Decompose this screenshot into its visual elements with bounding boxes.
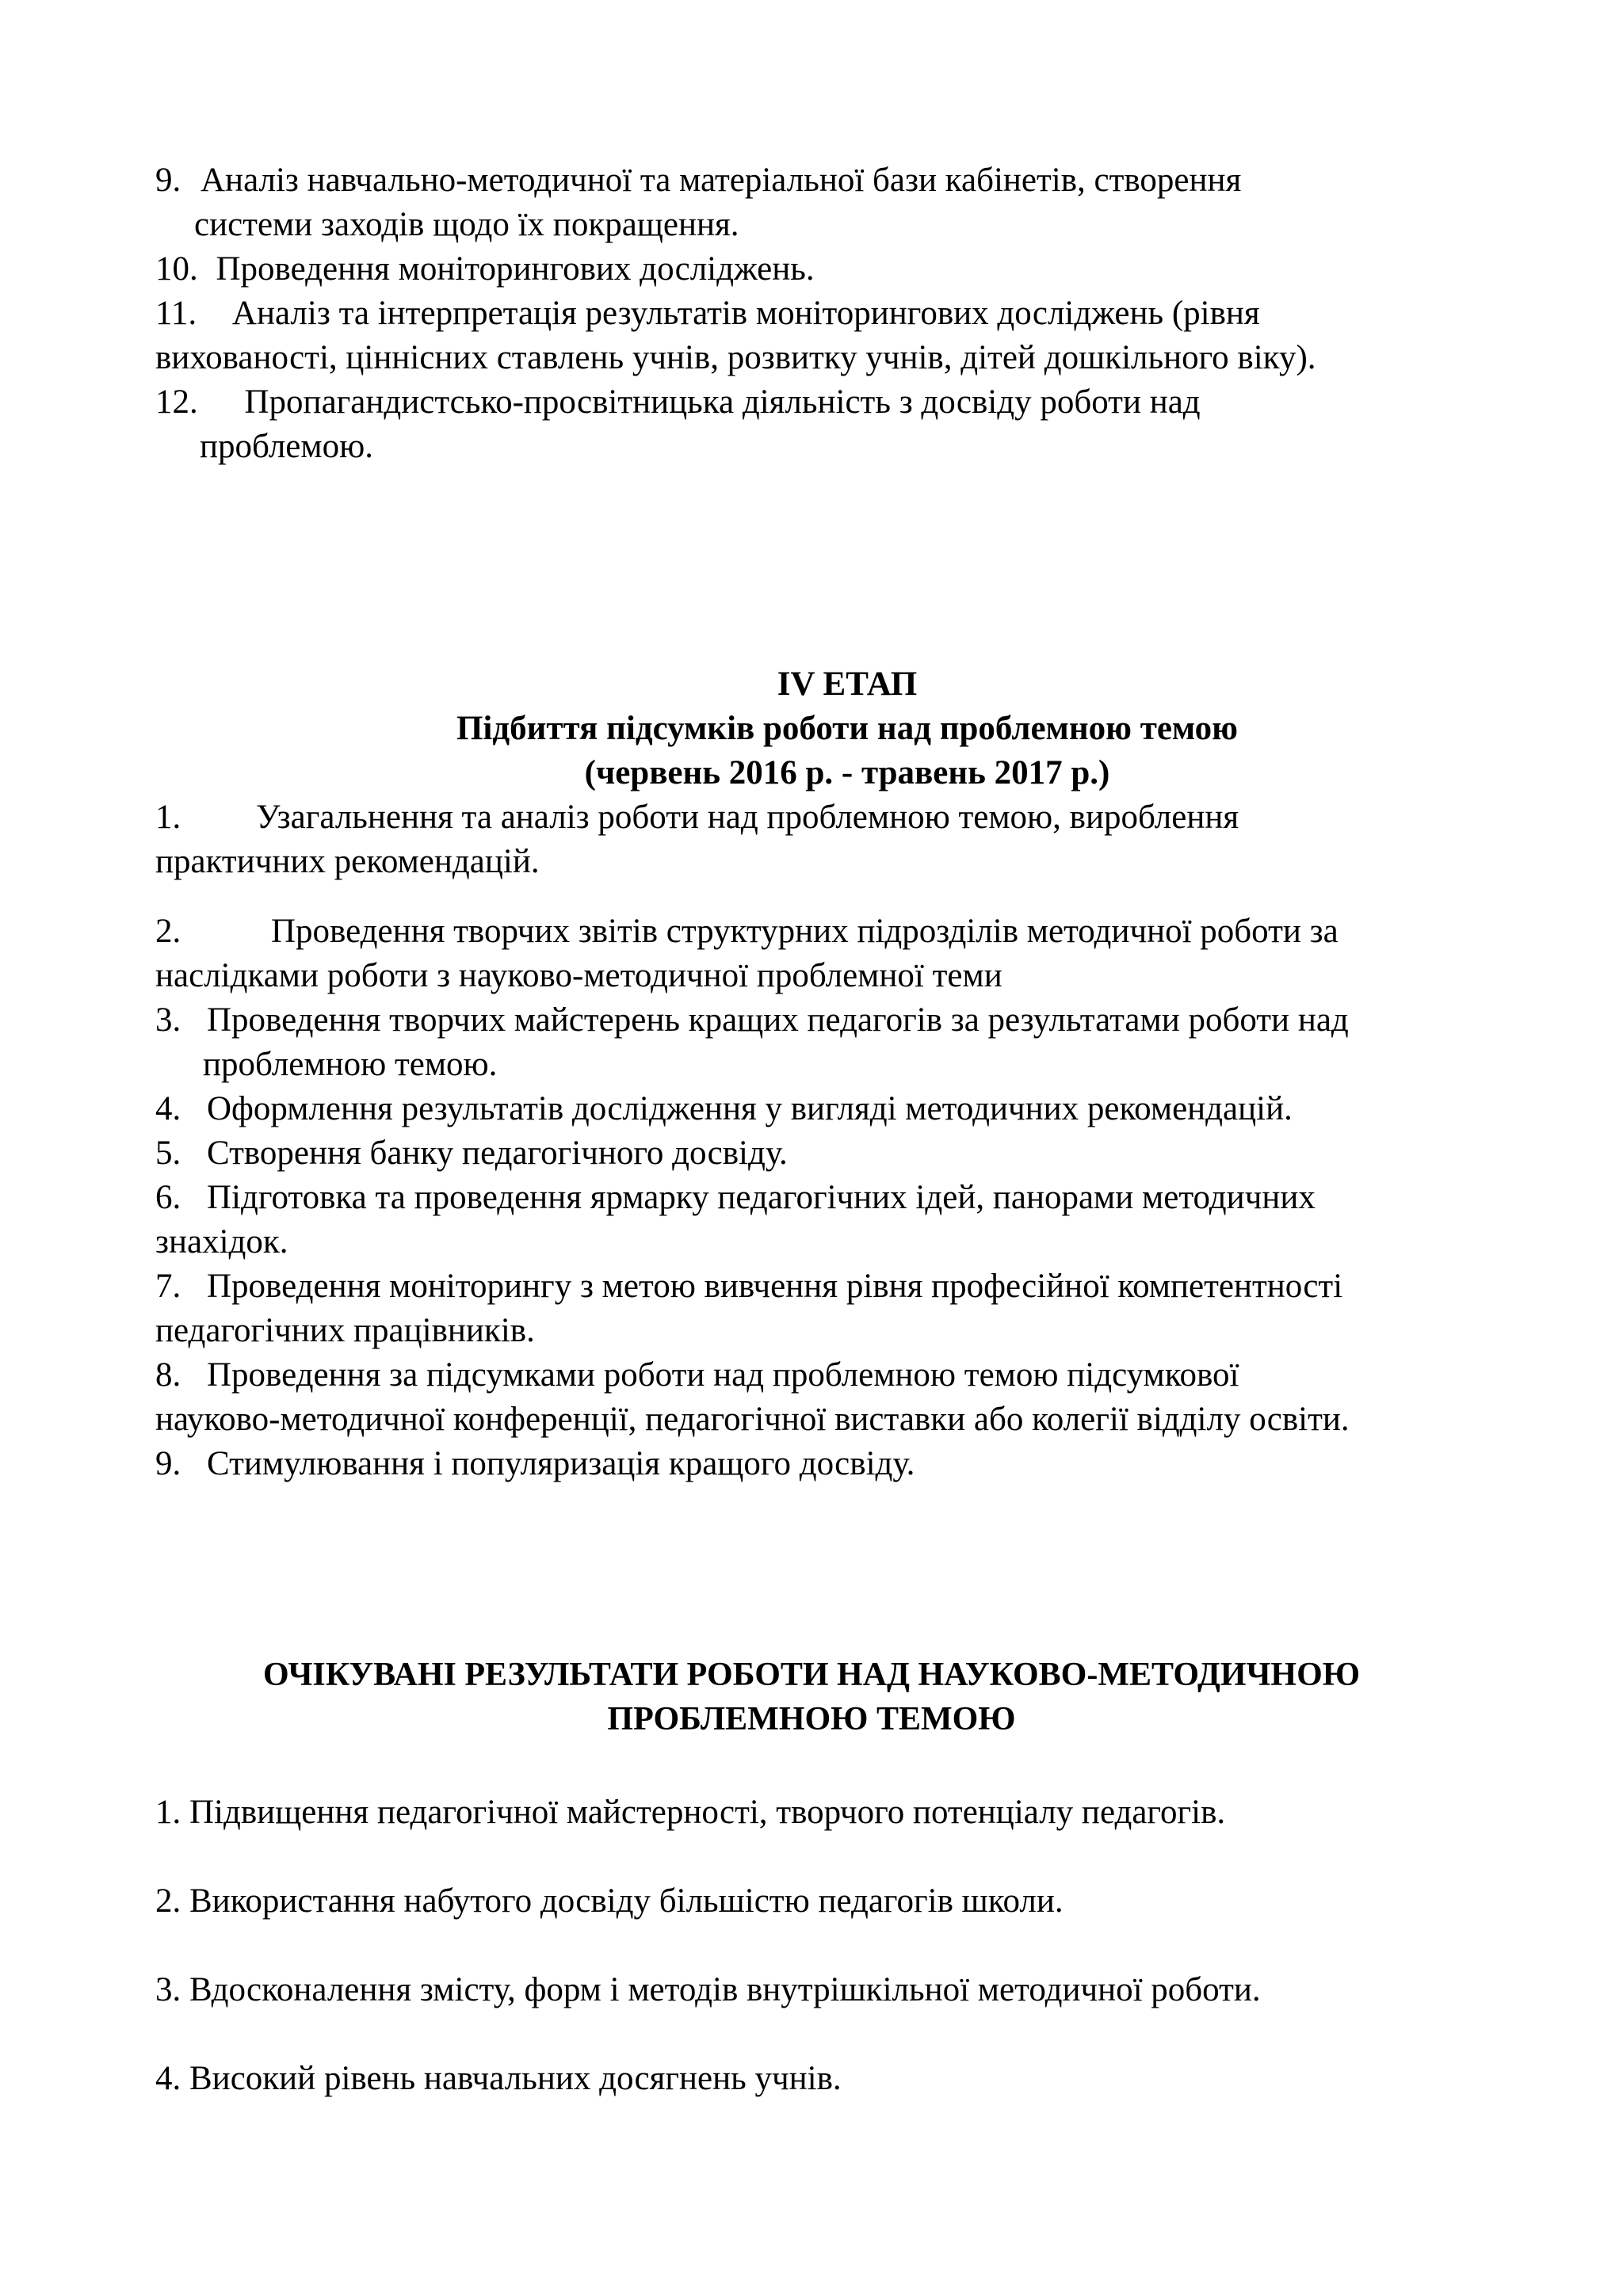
item-number: 6. bbox=[155, 1179, 181, 1216]
list-item bbox=[155, 1131, 788, 1176]
list-item bbox=[155, 380, 1201, 425]
list-item bbox=[155, 292, 1260, 336]
results-title-line2: ПРОБЛЕМНОЮ ТЕМОЮ bbox=[607, 1701, 1016, 1737]
item-text-continuation: практичних рекомендацій. bbox=[155, 843, 540, 880]
item-text: Пропагандистсько-просвітницька діяльність з досвіду роботи над bbox=[244, 383, 1201, 421]
item-text: Аналіз та інтерпретація результатів моніторингових досліджень (рівня bbox=[231, 295, 1260, 332]
result-item: 1. Підвищення педагогічної майстерності, творчого потенціалу педагогів. bbox=[155, 1794, 1226, 1831]
stage-title: IV ЕТАП bbox=[777, 666, 918, 703]
item-number: 11. bbox=[155, 295, 197, 332]
result-item: 4. Високий рівень навчальних досягнень учнів. bbox=[155, 2060, 842, 2097]
item-number: 5. bbox=[155, 1135, 181, 1172]
list-item bbox=[155, 1442, 915, 1486]
item-text: Проведення за підсумками роботи над проблемною темою підсумкової bbox=[207, 1356, 1239, 1394]
item-number: 1. bbox=[155, 799, 181, 836]
item-number: 3. bbox=[155, 1001, 181, 1039]
item-number: 9. bbox=[155, 1445, 181, 1482]
list-item bbox=[155, 998, 1349, 1043]
list-item bbox=[155, 795, 1239, 840]
item-number: 7. bbox=[155, 1268, 181, 1305]
item-text-continuation: науково-методичної конференції, педагогічної виставки або колегії відділу освіти. bbox=[155, 1401, 1350, 1438]
item-text-continuation: системи заходів щодо їх покращення. bbox=[194, 206, 739, 243]
list-item bbox=[155, 1087, 1293, 1131]
item-text: Стимулювання і популяризація кращого досвіду. bbox=[207, 1445, 915, 1482]
results-title-line1: ОЧІКУВАНІ РЕЗУЛЬТАТИ РОБОТИ НАД НАУКОВО-МЕТОДИЧНОЮ bbox=[262, 1657, 1361, 1693]
item-text: Проведення творчих майстерень кращих педагогів за результатами роботи над bbox=[207, 1001, 1349, 1039]
item-number: 12. bbox=[155, 383, 198, 421]
stage-dates: (червень 2016 р. - травень 2017 р.) bbox=[584, 754, 1110, 791]
item-number: 8. bbox=[155, 1356, 181, 1394]
item-text: Проведення творчих звітів структурних підрозділів методичної роботи за bbox=[271, 913, 1338, 950]
list-item bbox=[155, 910, 1338, 954]
item-text: Проведення моніторингу з метою вивчення рівня професійної компетентності bbox=[207, 1268, 1343, 1305]
list-item bbox=[155, 1264, 1342, 1309]
item-text-continuation: вихованості, ціннісних ставлень учнів, розвитку учнів, дітей дошкільного віку). bbox=[155, 339, 1316, 376]
item-text-continuation: знахідок. bbox=[155, 1223, 288, 1261]
item-text: Аналіз навчально-методичної та матеріальної бази кабінетів, створення bbox=[200, 162, 1242, 199]
item-text-continuation: педагогічних працівників. bbox=[155, 1312, 535, 1349]
list-item bbox=[155, 158, 1241, 203]
item-number: 4. bbox=[155, 1090, 181, 1127]
item-number: 9. bbox=[155, 162, 181, 199]
item-text-continuation: наслідками роботи з науково-методичної проблемної теми bbox=[155, 957, 1002, 994]
item-text: Оформлення результатів дослідження у вигляді методичних рекомендацій. bbox=[207, 1090, 1293, 1127]
list-item bbox=[155, 1176, 1316, 1220]
item-text-continuation: проблемою. bbox=[200, 428, 373, 465]
stage-subtitle: Підбиття підсумків роботи над проблемною темою bbox=[456, 710, 1239, 747]
result-item: 3. Вдосконалення змісту, форм і методів внутрішкільної методичної роботи. bbox=[155, 1971, 1261, 2008]
result-item: 2. Використання набутого досвіду більшістю педагогів школи. bbox=[155, 1882, 1064, 1920]
list-item bbox=[155, 1353, 1239, 1398]
list-item bbox=[155, 247, 815, 292]
item-text: Проведення моніторингових досліджень. bbox=[216, 250, 815, 288]
item-text: Узагальнення та аналіз роботи над проблемною темою, вироблення bbox=[256, 799, 1239, 836]
item-text-continuation: проблемною темою. bbox=[203, 1046, 498, 1083]
item-text: Підготовка та проведення ярмарку педагогічних ідей, панорами методичних bbox=[207, 1179, 1316, 1216]
item-text: Створення банку педагогічного досвіду. bbox=[207, 1135, 788, 1172]
item-number: 10. bbox=[155, 250, 198, 288]
item-number: 2. bbox=[155, 913, 181, 950]
